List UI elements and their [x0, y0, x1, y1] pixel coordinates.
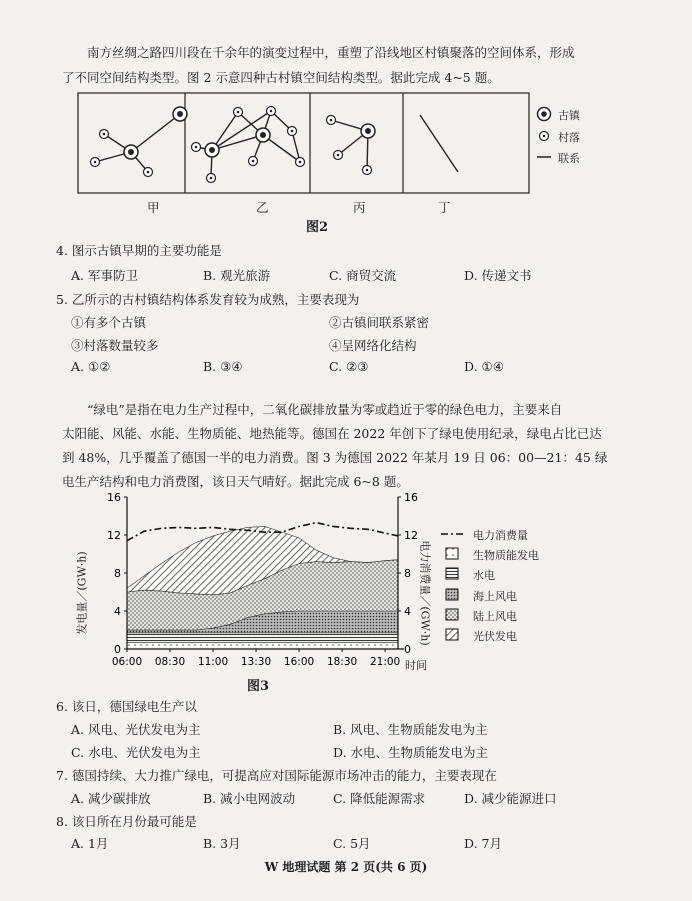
question-8-option-a: A. 1月 [71, 836, 109, 851]
x-axis-label: 时间 [405, 659, 427, 672]
legend-label-town: 古镇 [558, 109, 580, 122]
y-tick-label-left: 8 [114, 567, 121, 580]
legend-label-link: 联系 [558, 152, 580, 165]
question-5-option-b: B. ③④ [203, 359, 243, 374]
passage-1 [62, 40, 637, 65]
y-tick-label-left: 0 [114, 643, 121, 656]
question-5-option-a: A. ①② [71, 359, 111, 374]
question-8-stem: 8. 该日所在月份最可能是 [56, 814, 197, 829]
y-tick-label-left: 12 [107, 529, 121, 542]
panel-label-bing: 丙 [353, 200, 366, 215]
passage-1-line-2: 了不同空间结构类型。图 2 示意四种古村镇空间结构类型。据此完成 4~5 题。 [62, 70, 500, 85]
figure-2-frame [78, 93, 529, 193]
y-axis-label-left: 发电量／(GW·h) [75, 551, 89, 635]
panel-jia-nodes [91, 107, 188, 177]
legend-label-consumption: 电力消费量 [473, 529, 528, 542]
legend-biomass-swatch [446, 548, 458, 559]
question-8-option-d: D. 7月 [464, 836, 502, 851]
panel-label-ding: 丁 [438, 200, 451, 215]
question-7-option-b: B. 减小电网波动 [203, 791, 296, 806]
y-tick-label-right: 16 [404, 491, 418, 504]
panel-label-yi: 乙 [256, 200, 269, 215]
x-tick-label: 11:00 [197, 656, 229, 668]
biomass-area [127, 642, 398, 649]
y-tick-label-left: 16 [107, 491, 121, 504]
question-8-option-c: C. 5月 [333, 836, 371, 851]
legend-onshore-swatch [446, 609, 458, 620]
panel-ding-network [420, 115, 458, 172]
question-4-option-c: C. 商贸交流 [329, 268, 397, 283]
panel-jia-network [95, 114, 180, 172]
legend-label-solar: 光伏发电 [473, 630, 517, 643]
question-7-option-a: A. 减少碳排放 [71, 791, 151, 806]
question-5-statement-4: ④呈网络化结构 [329, 338, 417, 353]
question-4-stem: 4. 图示古镇早期的主要功能是 [56, 243, 222, 258]
legend-solar-swatch [446, 629, 458, 640]
question-5-statement-1: ①有多个古镇 [71, 315, 147, 330]
passage-2-line-3: 到 48%，几乎覆盖了德国一半的电力消费。图 3 为德国 2022 年某月 19 日 06：00—21：45 绿 [62, 450, 608, 465]
y-tick-label-right: 0 [404, 643, 411, 656]
page-footer: W 地理试题 第 2 页(共 6 页) [264, 860, 428, 874]
question-6-option-d: D. 水电、生物质能发电为主 [333, 745, 489, 760]
x-tick-label: 08:30 [154, 656, 186, 668]
legend-label-onshore: 陆上风电 [473, 610, 517, 623]
x-tick-label: 13:30 [240, 656, 272, 668]
hydro-area [127, 633, 398, 643]
question-5-statement-3: ③村落数量较多 [71, 338, 159, 353]
chart-legend-swatches [441, 534, 463, 640]
legend-label-hydro: 水电 [473, 569, 495, 582]
legend-label-biomass: 生物质能发电 [473, 549, 539, 562]
generation-areas [127, 526, 398, 649]
panel-yi-nodes [192, 107, 305, 183]
y-tick-label-left: 4 [114, 605, 121, 618]
passage-2-line-4: 电生产结构和电力消费图，该日天气晴好。据此完成 6~8 题。 [62, 474, 409, 489]
figure-2-legend [537, 108, 551, 158]
question-6-option-b: B. 风电、生物质能发电为主 [333, 722, 488, 737]
question-7-stem: 7. 德国持续、大力推广绿电，可提高应对国际能源市场冲击的能力，主要表现在 [56, 768, 497, 783]
passage-2-line-2: 太阳能、风能、水能、生物质能、地热能等。德国在 2022 年创下了绿电使用纪录，绿电占比已达 [62, 426, 602, 441]
question-6-option-a: A. 风电、光伏发电为主 [71, 722, 201, 737]
x-tick-label: 21:00 [369, 656, 401, 668]
question-6-option-c: C. 水电、光伏发电为主 [71, 745, 201, 760]
x-tick-label: 06:00 [111, 656, 143, 668]
question-4-option-b: B. 观光旅游 [203, 268, 271, 283]
legend-hydro-swatch [446, 568, 458, 579]
question-4-option-d: D. 传递文书 [464, 268, 532, 283]
y-tick-label-right: 12 [404, 529, 418, 542]
question-5-option-d: D. ①④ [464, 359, 504, 374]
y-tick-label-right: 4 [404, 605, 411, 618]
figure-2-caption: 图2 [306, 220, 329, 235]
legend-label-offshore: 海上风电 [473, 590, 517, 603]
x-tick-label: 18:30 [326, 656, 358, 668]
question-7-option-c: C. 降低能源需求 [333, 791, 426, 806]
x-tick-label: 16:00 [283, 656, 315, 668]
passage-2-line-1: “绿电”是指在电力生产过程中，二氧化碳排放量为零或趋近于零的绿色电力，主要来自 [87, 402, 563, 417]
question-8-option-b: B. 3月 [203, 836, 241, 851]
question-5-option-c: C. ②③ [329, 359, 369, 374]
question-4-option-a: A. 军事防卫 [71, 268, 138, 283]
passage-1-line-1: 南方丝绸之路四川段在千余年的演变过程中，重塑了沿线地区村镇聚落的空间体系，形成 [87, 45, 575, 60]
legend-offshore-swatch [446, 589, 458, 600]
legend-label-village: 村落 [558, 131, 580, 144]
question-7-option-d: D. 减少能源进口 [464, 791, 557, 806]
question-6-stem: 6. 该日，德国绿电生产以 [56, 699, 197, 714]
question-5-stem: 5. 乙所示的古村镇结构体系发育较为成熟，主要表现为 [56, 292, 360, 307]
y-tick-label-right: 8 [404, 567, 411, 580]
figure-3-chart [0, 487, 692, 682]
figure-3-caption: 图3 [247, 679, 270, 694]
y-axis-label-right: 电力消费量／(GW·h) [418, 540, 432, 646]
panel-label-jia: 甲 [147, 200, 160, 215]
question-5-statement-2: ②古镇间联系紧密 [329, 315, 430, 330]
